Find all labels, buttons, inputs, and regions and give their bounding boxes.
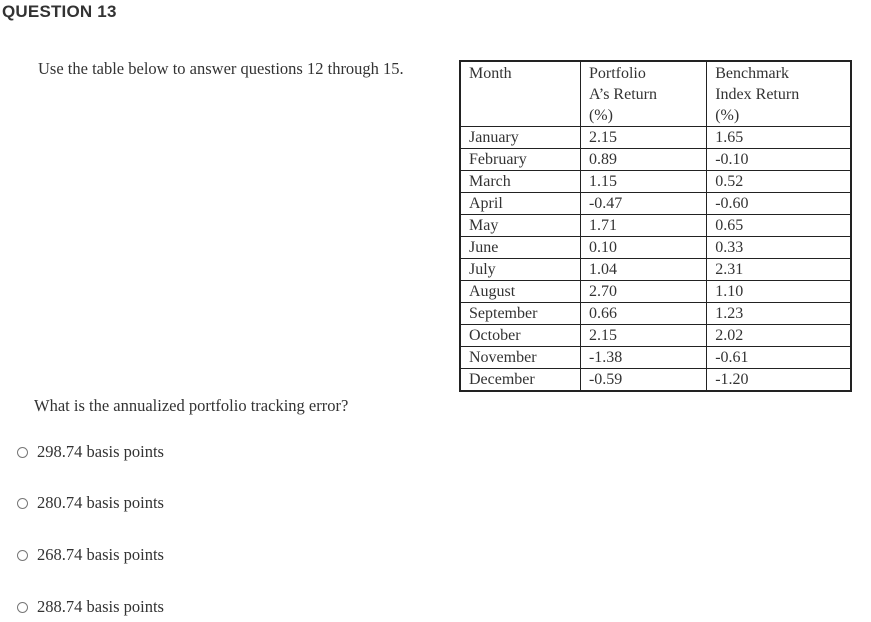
returns-table [459,60,852,392]
table-row [460,281,851,303]
cell-month: October [460,325,580,347]
cell-benchmark-return: 1.23 [707,303,851,325]
question-number-header: QUESTION 13 [2,2,117,21]
answer-option-1[interactable] [17,442,164,462]
header-portfolio-line1: Portfolio [588,65,646,82]
answer-option-label[interactable]: 280.74 basis points [37,493,164,512]
table-row [460,127,851,149]
header-benchmark-line3: (%) [715,107,740,124]
header-month [460,61,580,127]
cell-portfolio-return: 2.15 [580,127,706,149]
cell-month: November [460,347,580,369]
cell-portfolio-return: -0.59 [580,369,706,392]
cell-benchmark-return: -0.60 [707,193,851,215]
header-benchmark-line1: Benchmark [715,65,789,82]
answer-option-4[interactable] [17,597,164,617]
table-row [460,369,851,392]
answer-option-label[interactable]: 268.74 basis points [37,545,164,564]
cell-benchmark-return: 0.65 [707,215,851,237]
header-month-label: Month [469,65,512,82]
cell-benchmark-return: 0.33 [707,237,851,259]
answer-option-label[interactable]: 288.74 basis points [37,597,164,616]
cell-portfolio-return: 0.89 [580,149,706,171]
header-portfolio-line3: (%) [588,107,613,124]
radio-button-icon[interactable] [17,447,28,458]
cell-portfolio-return: -0.47 [580,193,706,215]
table-row [460,325,851,347]
header-benchmark [707,61,851,127]
radio-button-icon[interactable] [17,602,28,613]
answer-option-3[interactable] [17,545,164,565]
cell-month: February [460,149,580,171]
radio-button-icon[interactable] [17,498,28,509]
table-header-row [460,61,851,127]
question-text: What is the annualized portfolio tracking error? [34,396,349,415]
radio-button-icon[interactable] [17,550,28,561]
cell-month: July [460,259,580,281]
cell-month: April [460,193,580,215]
cell-portfolio-return: 2.15 [580,325,706,347]
table-row [460,259,851,281]
cell-portfolio-return: 1.71 [580,215,706,237]
cell-month: August [460,281,580,303]
table-row [460,193,851,215]
cell-benchmark-return: 2.02 [707,325,851,347]
cell-month: May [460,215,580,237]
answer-option-2[interactable] [17,493,164,513]
cell-portfolio-return: 0.10 [580,237,706,259]
cell-month: December [460,369,580,392]
cell-benchmark-return: 2.31 [707,259,851,281]
table-row [460,303,851,325]
cell-month: June [460,237,580,259]
cell-month: September [460,303,580,325]
cell-portfolio-return: -1.38 [580,347,706,369]
header-benchmark-line2: Index Return [715,86,800,103]
table-row [460,149,851,171]
cell-benchmark-return: -1.20 [707,369,851,392]
cell-benchmark-return: -0.10 [707,149,851,171]
cell-benchmark-return: 1.65 [707,127,851,149]
cell-portfolio-return: 1.04 [580,259,706,281]
cell-month: March [460,171,580,193]
answer-option-label[interactable]: 298.74 basis points [37,442,164,461]
header-portfolio-line2: A’s Return [588,86,657,103]
cell-benchmark-return: 0.52 [707,171,851,193]
intro-text: Use the table below to answer questions 12 through 15. [38,59,404,78]
header-portfolio [580,61,706,127]
table-row [460,171,851,193]
table-row [460,347,851,369]
table-row [460,215,851,237]
cell-portfolio-return: 2.70 [580,281,706,303]
table-row [460,237,851,259]
cell-benchmark-return: -0.61 [707,347,851,369]
cell-benchmark-return: 1.10 [707,281,851,303]
cell-portfolio-return: 1.15 [580,171,706,193]
cell-month: January [460,127,580,149]
cell-portfolio-return: 0.66 [580,303,706,325]
